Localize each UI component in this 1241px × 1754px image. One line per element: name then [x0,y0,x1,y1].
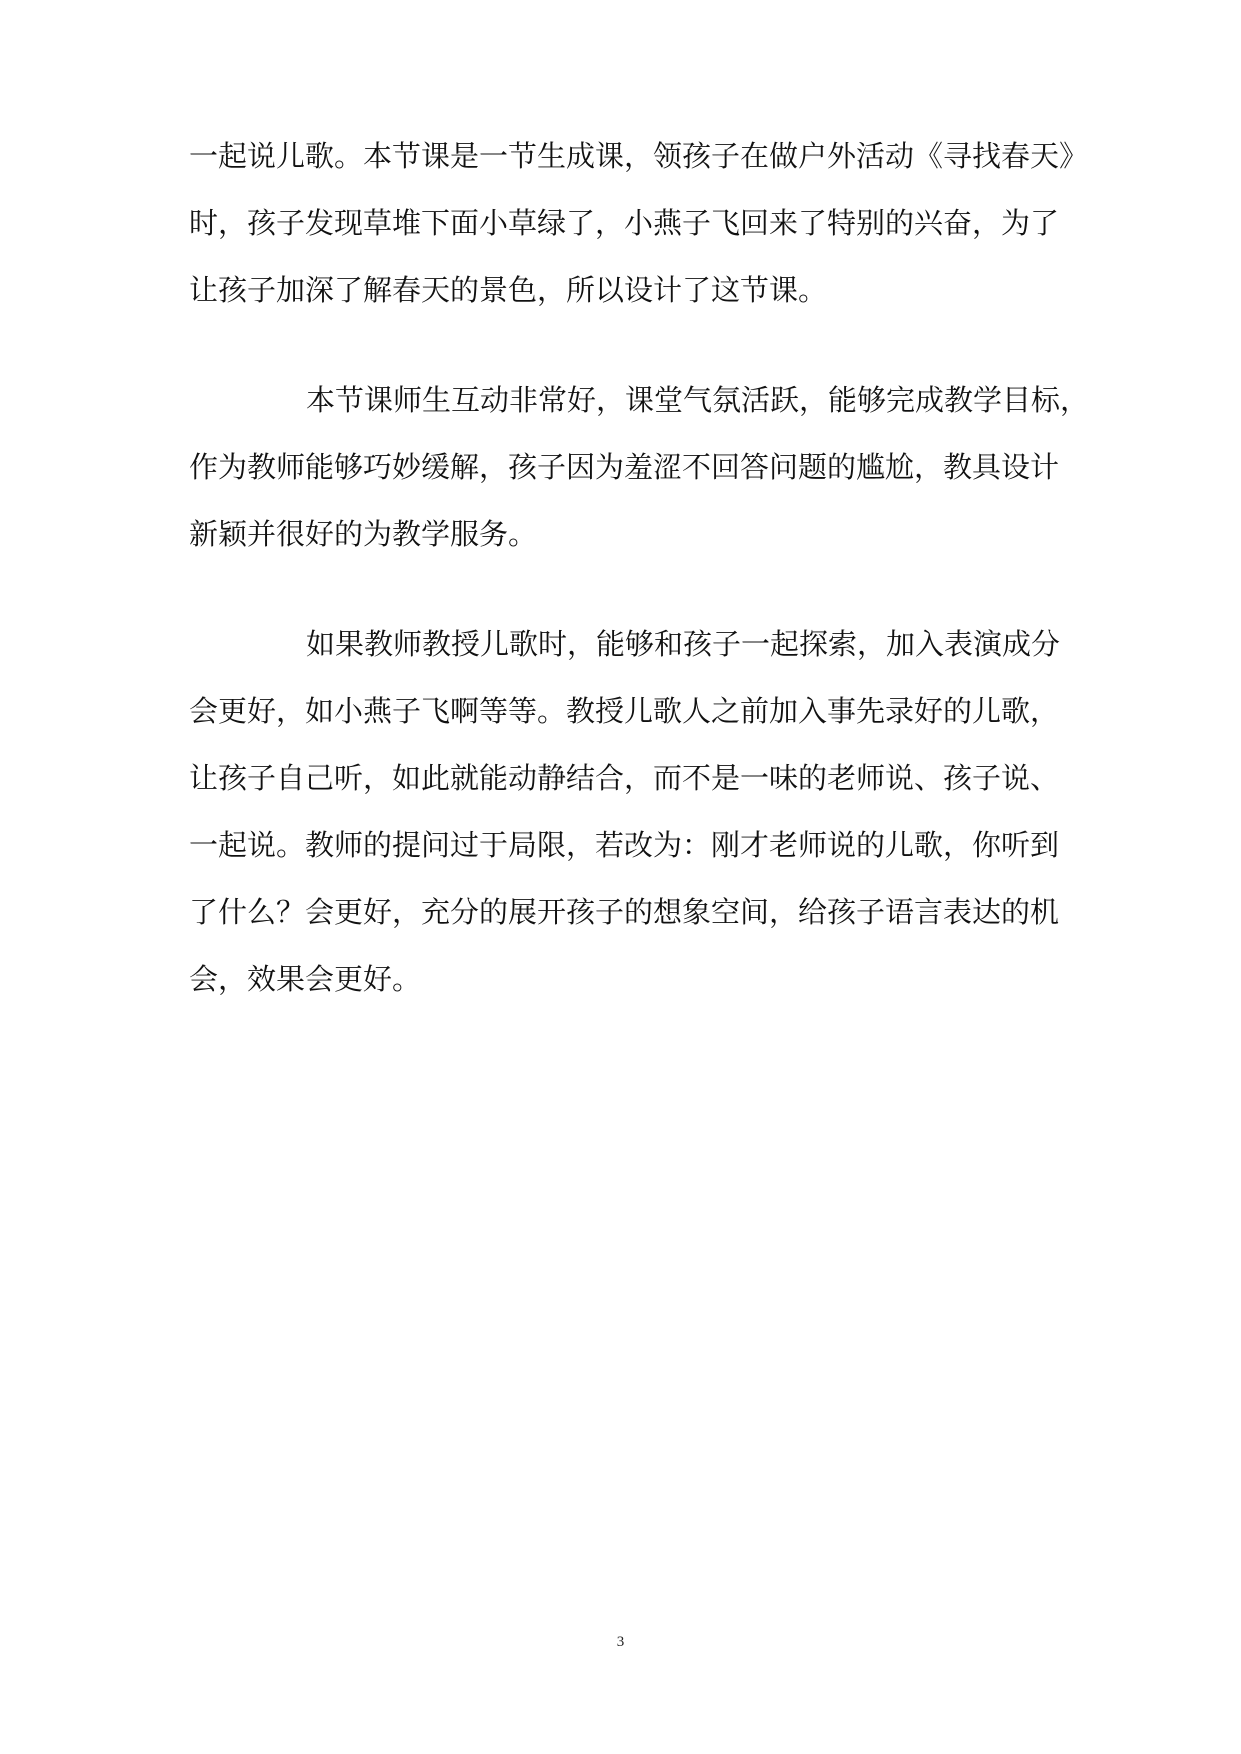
page-number: 3 [616,1634,625,1650]
paragraph-1 [189,123,1089,324]
paragraph-line: 本节课师生互动非常好，课堂气氛活跃，能够完成教学目标， [306,383,1090,417]
paragraph-line: 时，孩子发现草堆下面小草绿了，小燕子飞回来了特别的兴奋，为了 [189,206,1060,240]
paragraph-line: 让孩子加深了解春天的景色，所以设计了这节课。 [189,273,828,307]
paragraph-line: 如果教师教授儿歌时，能够和孩子一起探索，加入表演成分 [306,627,1061,661]
paragraph-line: 一起说儿歌。本节课是一节生成课，领孩子在做户外活动《寻找春天》 [189,139,1089,173]
paragraph-3 [189,611,1061,1013]
paragraph-line: 让孩子自己听，如此就能动静结合，而不是一味的老师说、孩子说、 [189,761,1060,795]
paragraph-line: 会更好，如小燕子飞啊等等。教授儿歌人之前加入事先录好的儿歌， [189,694,1060,728]
paragraph-line: 一起说。教师的提问过于局限，若改为：刚才老师说的儿歌，你听到 [189,828,1060,862]
paragraph-2 [189,367,1090,568]
paragraph-line: 新颖并很好的为教学服务。 [189,517,538,551]
paragraph-gap [189,324,1051,367]
document-body [189,123,1090,1013]
paragraph-line: 会，效果会更好。 [189,962,422,996]
paragraph-line: 作为教师能够巧妙缓解，孩子因为羞涩不回答问题的尴尬，教具设计 [189,450,1060,484]
paragraph-gap [189,568,1051,611]
paragraph-line: 了什么？会更好，充分的展开孩子的想象空间，给孩子语言表达的机 [189,895,1060,929]
